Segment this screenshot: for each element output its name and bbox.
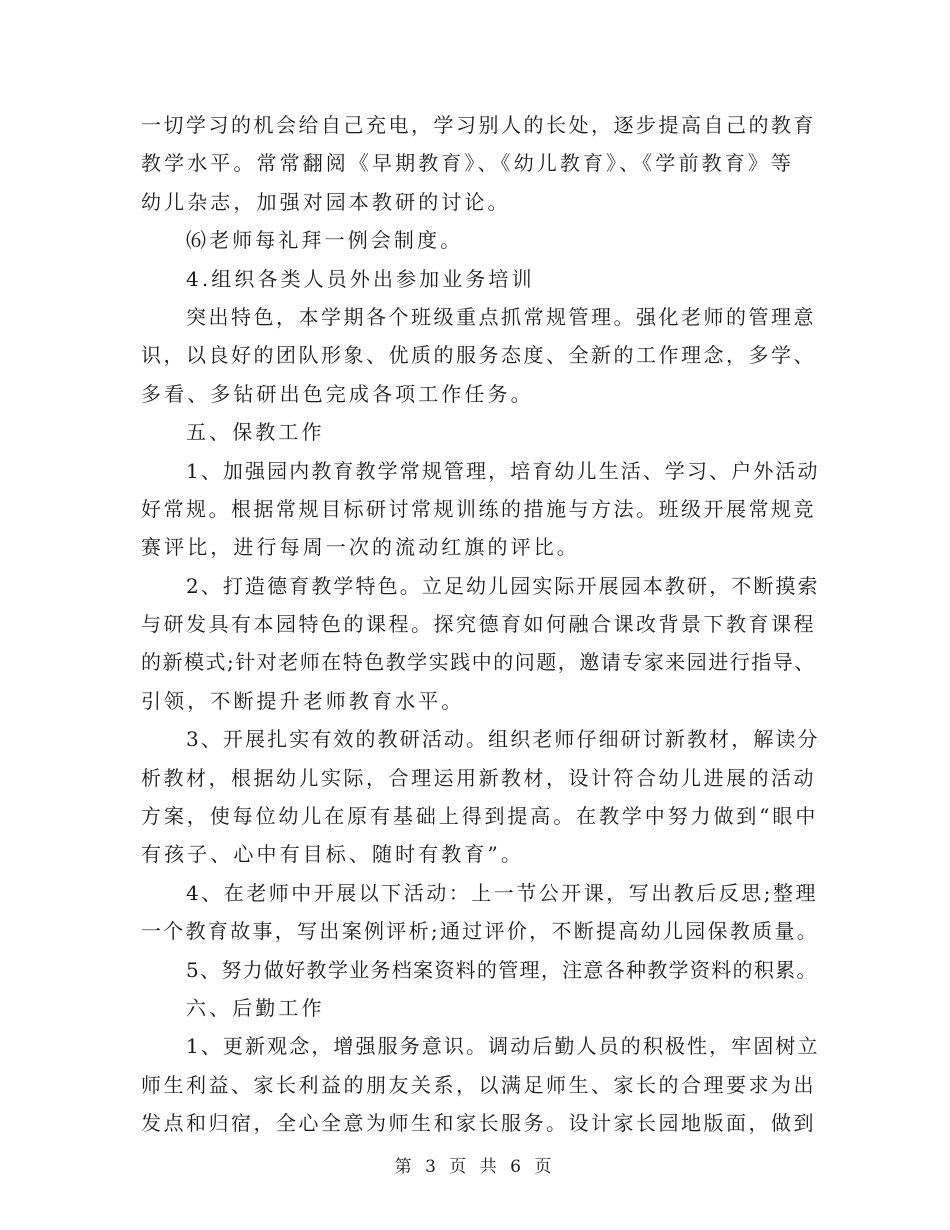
text-line: 的新模式;针对老师在特色教学实践中的问题，邀请专家来园进行指导、 bbox=[141, 650, 816, 675]
text-line: 方案，使每位幼儿在原有基础上得到提高。在教学中努力做到“眼中 bbox=[141, 804, 819, 829]
text-line: 发点和归宿，全心全意为师生和家长服务。设计家长园地版面，做到 bbox=[141, 1111, 816, 1136]
text-line: 多看、多钻研出色完成各项工作任务。 bbox=[141, 381, 534, 406]
text-line: 突出特色，本学期各个班级重点抓常规管理。强化老师的管理意 bbox=[186, 304, 816, 329]
text-line: 师生利益、家长利益的朋友关系，以满足师生、家长的合理要求为出 bbox=[141, 1072, 816, 1097]
text-line: 识，以良好的团队形象、优质的服务态度、全新的工作理念，多学、 bbox=[141, 343, 816, 368]
page-footer: 第 3 页 共 6 页 bbox=[394, 1157, 556, 1177]
text-line: 3、开展扎实有效的教研活动。组织老师仔细研讨新教材，解读分 bbox=[186, 727, 820, 752]
text-line: 引领，不断提升老师教育水平。 bbox=[141, 688, 465, 713]
text-line: 有孩子、心中有目标、随时有教育”。 bbox=[141, 842, 524, 867]
text-line: 析教材，根据幼儿实际，合理运用新教材，设计符合幼儿进展的活动 bbox=[141, 765, 816, 790]
text-line: 4、在老师中开展以下活动：上一节公开课，写出教后反思;整理 bbox=[186, 880, 818, 905]
text-line: 1、更新观念，增强服务意识。调动后勤人员的积极性，牢固树立 bbox=[186, 1034, 820, 1059]
text-line: 五、保教工作 bbox=[186, 420, 325, 445]
text-line: 2、打造德育教学特色。立足幼儿园实际开展园本教研，不断摸索 bbox=[186, 573, 820, 598]
text-line: 4.组织各类人员外出参加业务培训 bbox=[186, 266, 535, 291]
text-line: 赛评比，进行每周一次的流动红旗的评比。 bbox=[141, 535, 580, 560]
text-line: 一个教育故事，写出案例评析;通过评价，不断提高幼儿园保教质量。 bbox=[141, 919, 820, 944]
text-line: 幼儿杂志，加强对园本教研的讨论。 bbox=[141, 189, 511, 214]
text-line: ⑹老师每礼拜一例会制度。 bbox=[186, 228, 464, 253]
text-line: 1、加强园内教育教学常规管理，培育幼儿生活、学习、户外活动 bbox=[186, 458, 820, 483]
text-line: 5、努力做好教学业务档案资料的管理，注意各种教学资料的积累。 bbox=[186, 957, 818, 982]
text-line: 与研发具有本园特色的课程。探究德育如何融合课改背景下教育课程 bbox=[141, 612, 816, 637]
text-line: 六、后勤工作 bbox=[186, 995, 325, 1020]
document-body bbox=[141, 106, 821, 1143]
text-line: 教学水平。常常翻阅《早期教育》、《幼儿教育》、《学前教育》等 bbox=[141, 151, 794, 176]
text-line: 好常规。根据常规目标研讨常规训练的措施与方法。班级开展常规竞 bbox=[141, 496, 816, 521]
text-line: 一切学习的机会给自己充电，学习别人的长处，逐步提高自己的教育 bbox=[141, 113, 816, 137]
